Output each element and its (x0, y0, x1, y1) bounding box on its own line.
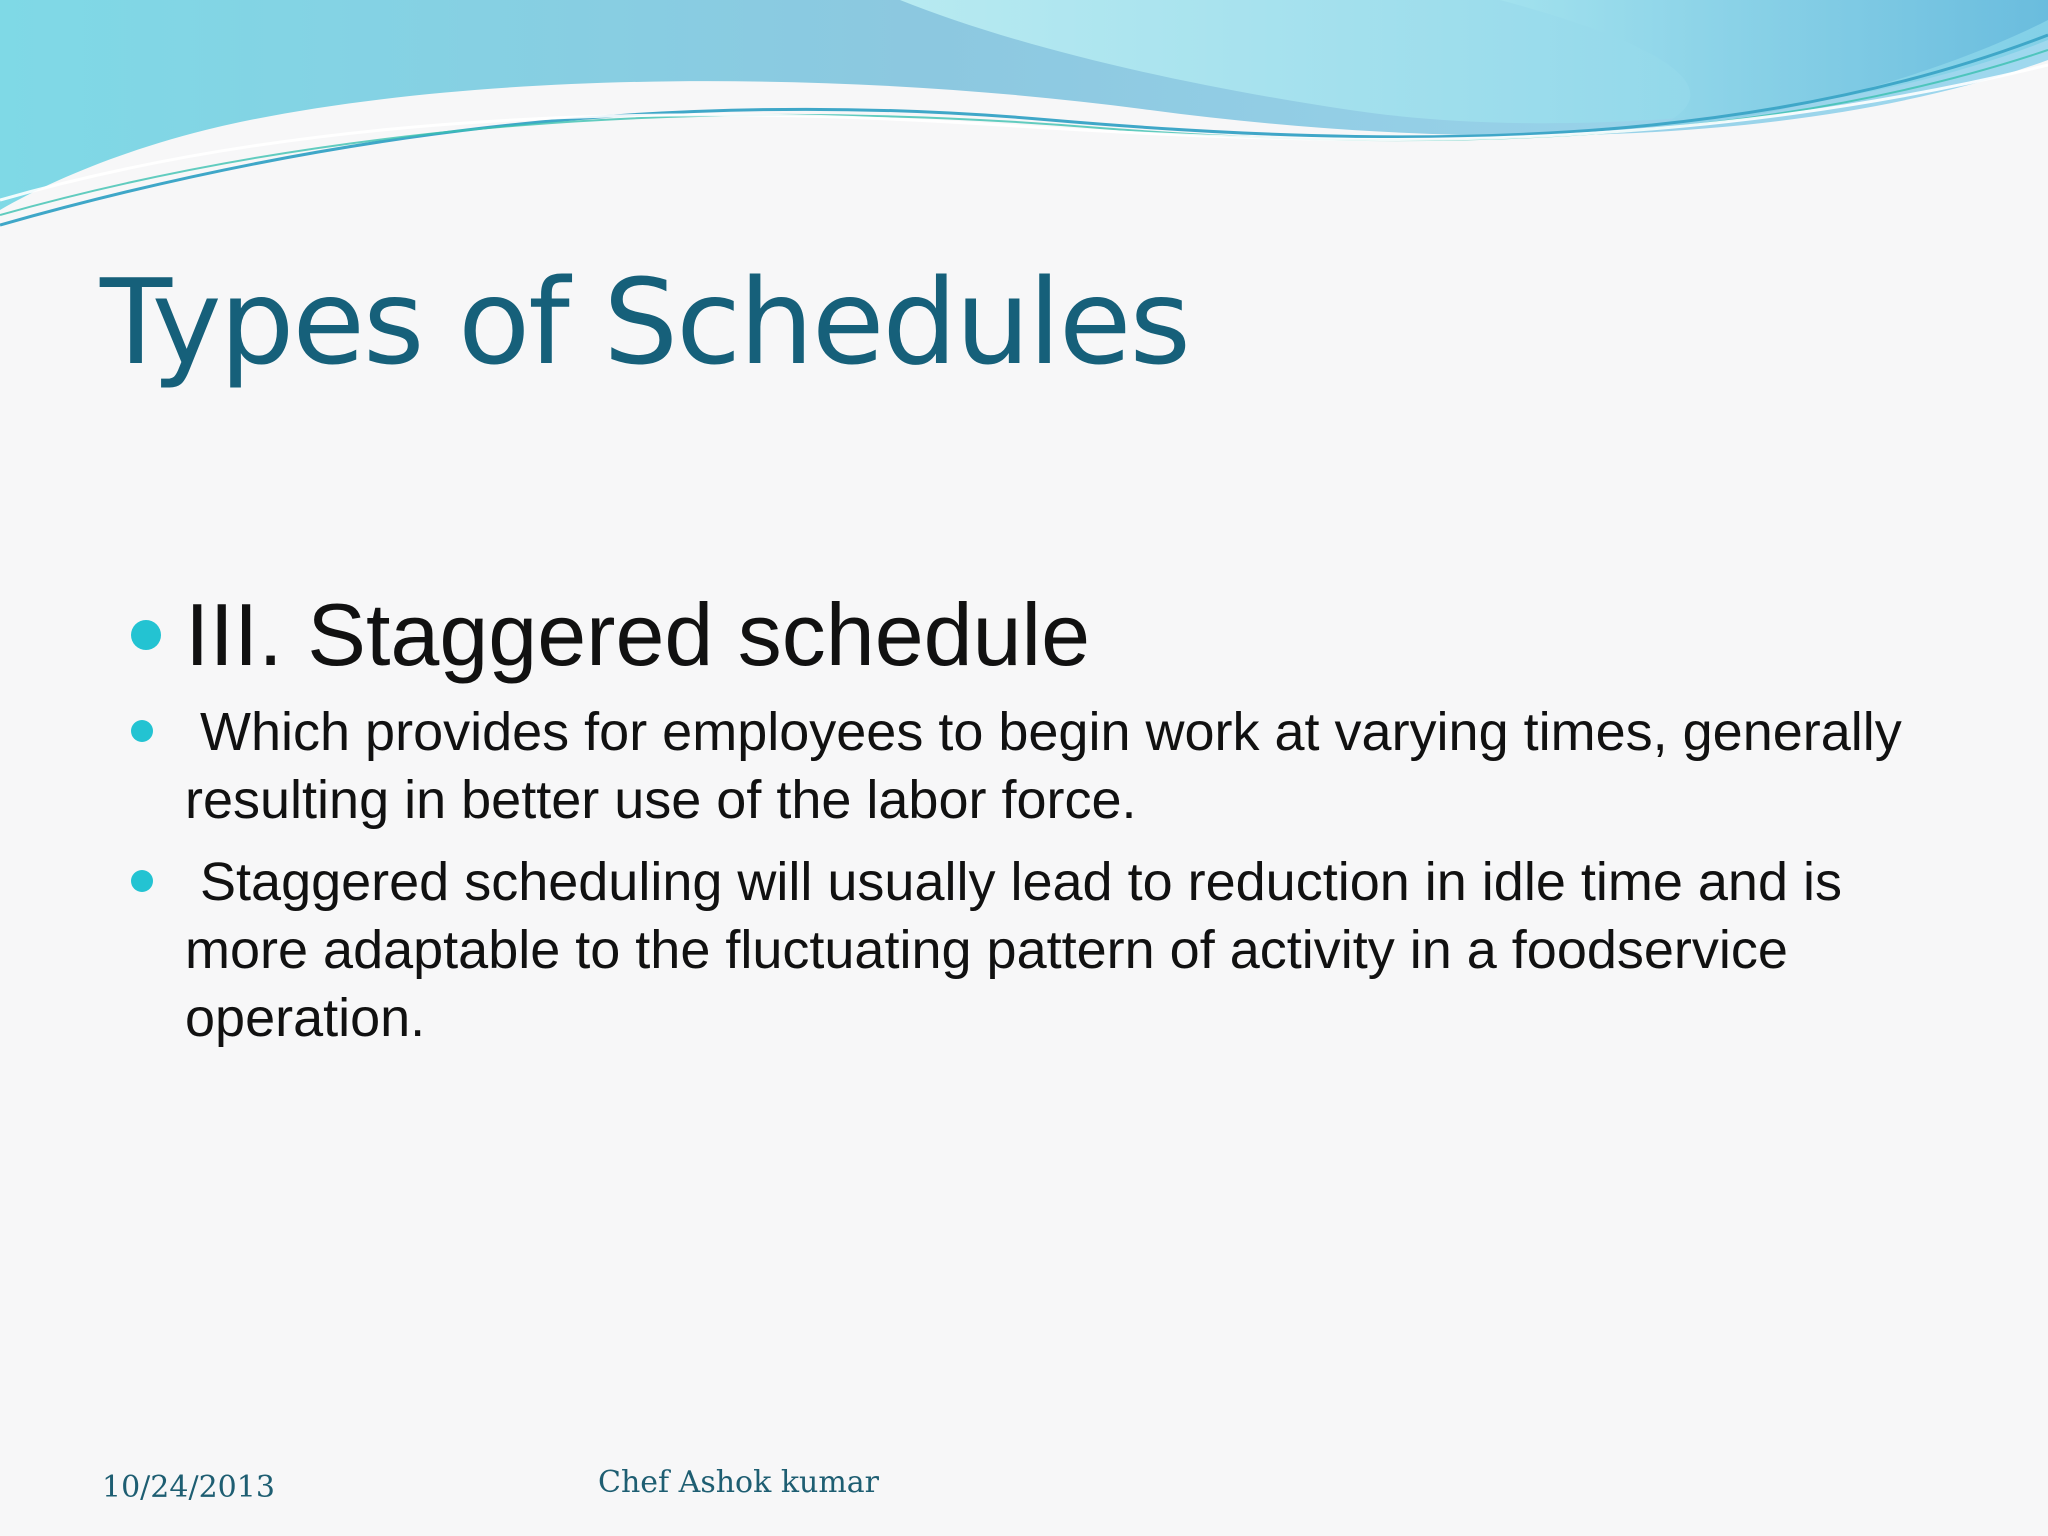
bullet-item-text: Staggered scheduling will usually lead to reduction in idle time and is more adaptable to the fluctuating pattern of activity in a foodservice operation. (185, 852, 1857, 1048)
bullet-heading (125, 580, 1945, 690)
bullet-dot-icon (131, 620, 161, 650)
slide-title: Types of Schedules (100, 253, 1189, 391)
bullet-item-text: Which provides for employees to begin work at varying times, generally resulting in better use of the labor force. (185, 702, 1917, 830)
footer-date: 10/24/2013 (102, 1470, 275, 1505)
bullet-heading-text: III. Staggered schedule (185, 585, 1091, 684)
bullet-item (125, 698, 1945, 834)
header-wave-decoration (0, 0, 2048, 240)
bullet-item (125, 848, 1945, 1052)
footer-author: Chef Ashok kumar (598, 1465, 880, 1500)
bullet-dot-icon (131, 870, 153, 892)
bullet-list (125, 580, 1945, 1066)
bullet-dot-icon (131, 720, 153, 742)
